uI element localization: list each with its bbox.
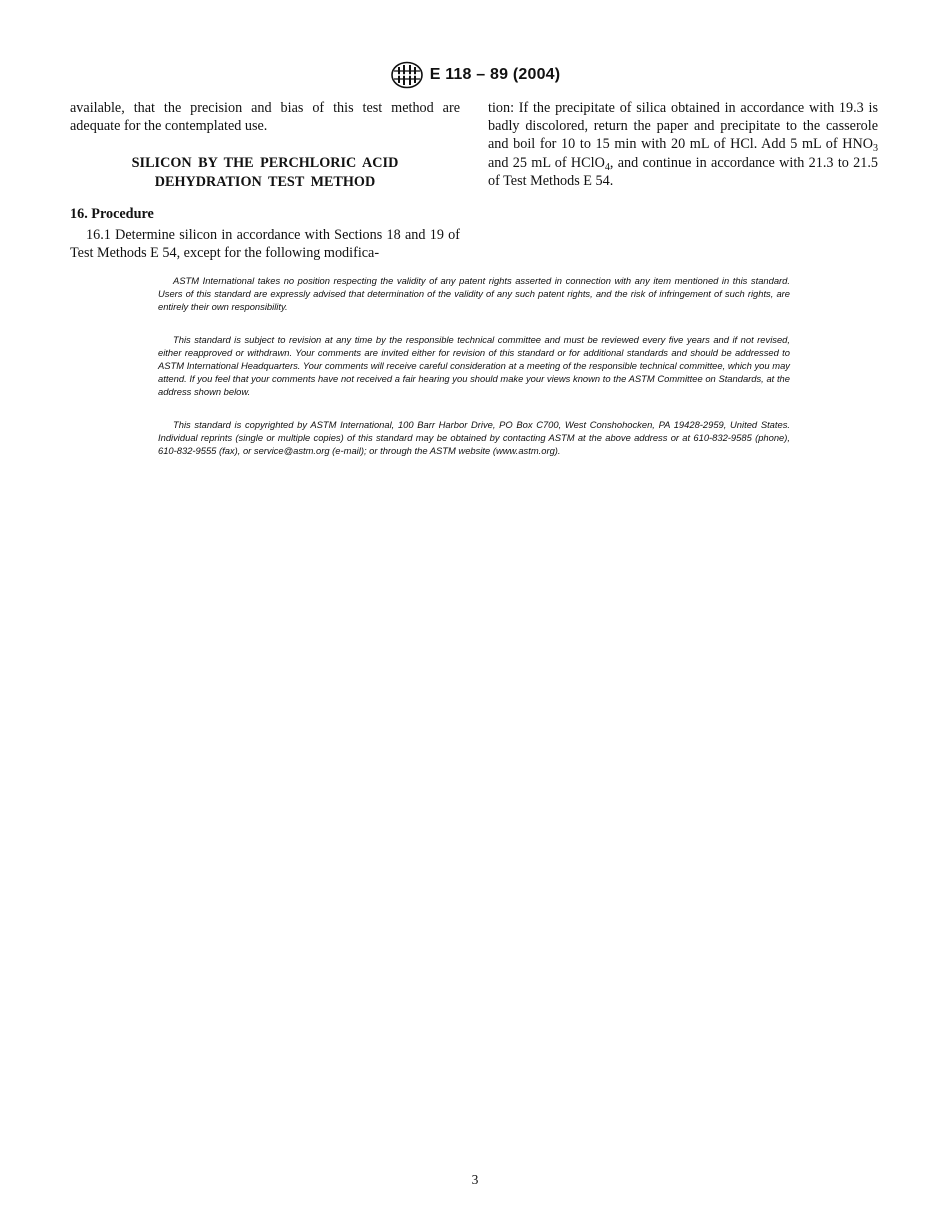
modification-text-part1: tion: If the precipitate of silica obtained in accordance with 19.3 is badly discolored, return the paper and precipitate to the casserole and boil for 10 to 15 min with 20 mL of HCl. Add 5 mL of HNO (488, 100, 878, 153)
paragraph-modification (488, 99, 878, 190)
subscript-4: 4 (604, 161, 610, 173)
subsection-title: 16. Procedure (70, 205, 154, 222)
patent-notice: ASTM International takes no position respecting the validity of any patent rights asserted in connection with any item mentioned in this standard. Users of this standard are expressly advised that determination of the validity of any such patent rights, and the risk of infringement of such rights, are entirely their own responsibility. (158, 275, 790, 313)
modification-text-part2: and 25 mL of HClO (488, 154, 605, 171)
left-column (70, 99, 460, 262)
copyright-notice: This standard is copyrighted by ASTM International, 100 Barr Harbor Drive, PO Box C700, West Conshohocken, PA 19428-2959, United States. Individual reprints (single or multiple copies) of this standard may be obtained by contacting ASTM at the above address or at 610-832-9585 (phone), 610-832-9555 (fax), or service@astm.org (e-mail); or through the ASTM website (www.astm.org). (158, 418, 790, 457)
paragraph-precision: available, that the precision and bias of this test method are adequate for the contemplated use. (70, 100, 460, 135)
section-heading-line1: SILICON BY THE PERCHLORIC ACID (131, 155, 399, 172)
astm-logo-icon (390, 61, 424, 89)
right-column (488, 99, 878, 190)
modification-text-part3: , and continue in accordance with 21.3 to 21.5 of Test Methods E 54. (488, 154, 879, 189)
standard-designation: E 118 – 89 (2004) (429, 66, 561, 83)
page-header (0, 61, 950, 89)
section-heading (70, 154, 460, 190)
page-number: 3 (471, 1172, 479, 1187)
section-heading-line2: DEHYDRATION TEST METHOD (154, 173, 376, 190)
subscript-3: 3 (873, 143, 878, 155)
paragraph-16-1: 16.1 Determine silicon in accordance with Sections 18 and 19 of Test Methods E 54, except for the following modifica- (70, 227, 460, 262)
footer-notices (158, 274, 790, 476)
revision-notice: This standard is subject to revision at any time by the responsible technical committee and must be reviewed every five years and if not revised, either reapproved or withdrawn. Your comments are invited either for revision of this standard or for additional standards and should be addressed to ASTM International Headquarters. Your comments will receive careful consideration at a meeting of the responsible technical committee, which you may attend. If you feel that your comments have not received a fair hearing you should make your views known to the ASTM Committee on Standards, at the address shown below. (158, 333, 790, 398)
